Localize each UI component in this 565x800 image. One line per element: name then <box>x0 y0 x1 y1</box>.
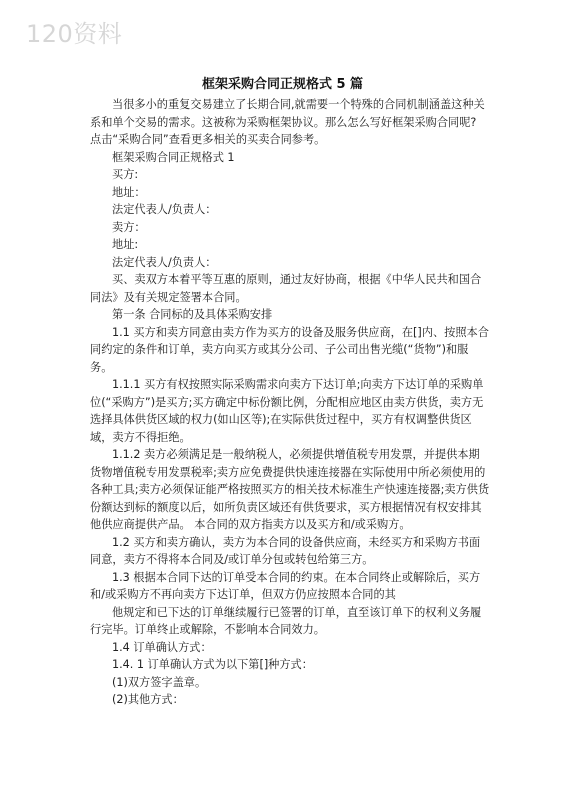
body-paragraph: 法定代表人/负责人： <box>112 255 217 269</box>
body-paragraph: 1.4 订单确认方式： <box>112 640 212 654</box>
body-paragraph: 他规定和已下达的订单继续履行已签署的订单，直至该订单下的权利义务履行完毕。订单终止或解除，不影响本合同效力。 <box>90 605 482 636</box>
body-paragraph: (1)双方签字盖章。 <box>112 675 207 689</box>
body-paragraph: 卖方： <box>112 220 146 234</box>
body-paragraph: 1.3 根据本合同下达的订单受本合同的约束。在本合同终止或解除后，买方和/或采购方不再向卖方下达订单，但双方仍应按照本合同的其 <box>90 570 481 601</box>
body-paragraph: 1.1.1 买方有权按照实际采购需求向卖方下达订单;向卖方下达订单的采购单位(“采购方”)是买方;买方确定中标份额比例，分配相应地区由卖方供货，卖方无选择具体供货区域的权力(如山区等);在实际供货过程中，买方有权调整供货区域，卖方不得拒绝。 <box>90 378 484 444</box>
body-paragraph: 1.2 买方和卖方确认，卖方为本合同的设备供应商，未经买方和采购方书面同意，卖方不得将本合同及/或订单分包或转包给第三方。 <box>90 535 481 566</box>
body-paragraph: 1.4. 1 订单确认方式为以下第[]种方式： <box>112 658 313 671</box>
body-paragraph: 框架采购合同正规格式 1 <box>112 150 235 164</box>
body-paragraph: 当很多小的重复交易建立了长期合同,就需要一个特殊的合同机制涵盖这种关系和单个交易的需求。这被称为采购框架协议。那么怎么写好框架采购合同呢? 点击“采购合同”查看更多相关的买卖合同参考。 <box>90 98 485 146</box>
document-body <box>90 96 490 709</box>
body-paragraph: 1.1 买方和卖方同意由卖方作为买方的设备及服务供应商，在[]内、按照本合同约定的条件和订单，卖方向买方或其分公司、子公司出售光缆(“货物”)和服务。 <box>90 325 489 374</box>
body-paragraph: 买方: <box>112 168 139 181</box>
body-paragraph: 第一条 合同标的及具体采购安排 <box>112 308 273 321</box>
watermark-logo: 120资料 <box>26 20 123 48</box>
document-title: 框架采购合同正规格式 5 篇 <box>201 77 364 92</box>
body-paragraph: 买、卖双方本着平等互惠的原则，通过友好协商，根据《中华人民共和国合同法》及有关规定签署本合同。 <box>90 273 482 304</box>
body-paragraph: 地址: <box>112 238 139 251</box>
body-paragraph: 地址： <box>112 185 146 199</box>
body-paragraph: 法定代表人/负责人： <box>112 203 217 216</box>
body-paragraph: (2)其他方式： <box>112 693 184 706</box>
body-paragraph: 1.1.2 卖方必须满足是一般纳税人，必须提供增值税专用发票，并提供本期货物增值税专用发票税率;卖方应免费提供快速连接器在实际使用中所必须使用的各种工具;卖方必须保证能严格按照买方的相关技术标准生产快速连接器;卖方供货份额达到标的额度以后，如所负责区域还有供货要求，买方根据情况有权安排其他供应商提供产品。 本合同的双方指卖方以及买方和/或采购方。 <box>90 448 490 531</box>
